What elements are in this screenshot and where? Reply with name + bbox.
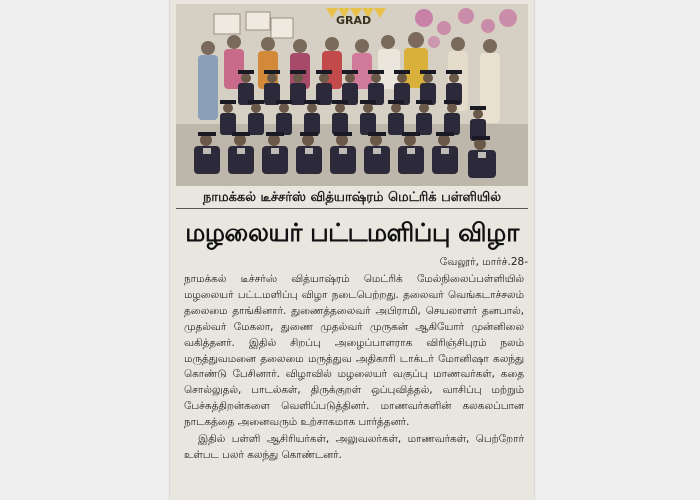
article-paragraph: இதில் பள்ளி ஆசிரியர்கள், அலுவலர்கள், மாணவர்கள், பெற்றோர் உள்பட பலர் கலந்து கொண்டனர். bbox=[184, 433, 524, 461]
article-paragraph: நாமக்கல் டீச்சர்ஸ் வித்யாஷ்ரம் மெட்ரிக் மேல்நிலைப்பள்ளியில் மழலையர் பட்டமளிப்பு விழா நடைபெற்றது. தலைவர் வெங்கடாச்சலம் தலைமை தாங்கினார். துணைத்தலைவர் அபிராமி, செயலாளர் தனபால், முதல்வர் மேகலா, துணை முதல்வர் முருகன் ஆகியோர் முன்னிலை வகித்தனர். இதில் சிறப்பு அழைப்பாளராக விரிஞ்சிபுரம் நலம் மருத்துவமனை தலைமை மருத்துவ அதிகாரி டாக்டர் மோனிஷா கலந்து கொண்டு பேசினார். விழாவில் மழலையர் வகுப்பு மாணவர்கள், கதை சொல்லுதல், பாடல்கள், திருக்குறள் ஒப்புவித்தல், வாசிப்பு மற்றும் பேச்சுத்திறன்களை வெளிப்படுத்தினர். மாணவர்களின் கலகலப்பான நாடகத்தை அனைவரும் உற்சாகமாக பார்த்தனர். bbox=[184, 273, 524, 429]
graduation-photo bbox=[176, 4, 528, 186]
article-dateline: வேலூர், மார்ச்.28- bbox=[439, 256, 528, 268]
article-body bbox=[184, 272, 524, 465]
article-headline: மழலையர் பட்டமளிப்பு விழா bbox=[185, 218, 519, 247]
graduation-photo-illustration bbox=[176, 4, 528, 186]
banner-text: GRAD bbox=[336, 14, 372, 27]
photo-caption: நாமக்கல் டீச்சர்ஸ் வித்யாஷ்ரம் மெட்ரிக் பள்ளியில் bbox=[176, 188, 528, 209]
newspaper-clipping bbox=[170, 0, 534, 500]
